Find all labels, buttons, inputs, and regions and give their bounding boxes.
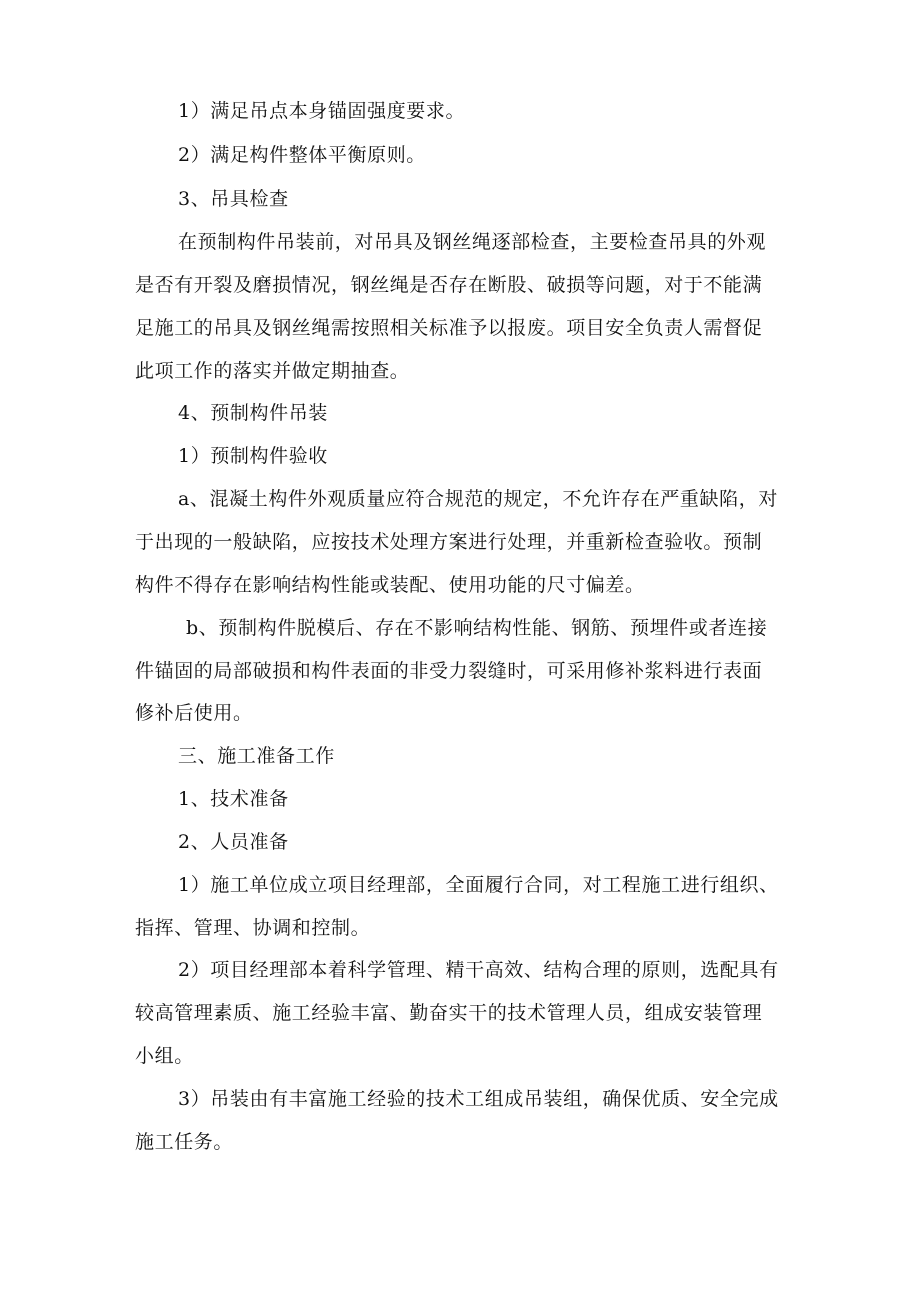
paragraph-line: 在预制构件吊装前，对吊具及钢丝绳逐部检查，主要检查吊具的外观	[178, 231, 767, 253]
paragraph-line: 构件不得存在影响结构性能或装配、使用功能的尺寸偏差。	[135, 574, 645, 596]
paragraph-line: b、预制构件脱模后、存在不影响结构性能、钢筋、预埋件或者连接	[186, 617, 768, 639]
paragraph-line: 2）项目经理部本着科学管理、精干高效、结构合理的原则，选配具有	[178, 959, 779, 981]
heading-personnel-preparation: 2、人员准备	[178, 831, 289, 853]
list-item-1-anchor-strength: 1）满足吊点本身锚固强度要求。	[178, 100, 466, 122]
list-item-2-balance: 2）满足构件整体平衡原则。	[178, 144, 426, 166]
paragraph-line: 件锚固的局部破损和构件表面的非受力裂缝时，可采用修补浆料进行表面	[135, 660, 763, 682]
paragraph-line: 于出现的一般缺陷，应按技术处理方案进行处理，并重新检查验收。预制	[135, 531, 763, 553]
paragraph-line: 1）施工单位成立项目经理部，全面履行合同，对工程施工进行组织、	[178, 874, 779, 896]
paragraph-line: 此项工作的落实并做定期抽查。	[135, 360, 410, 382]
heading-rigging-inspection: 3、吊具检查	[178, 188, 289, 210]
heading-construction-preparation: 三、施工准备工作	[178, 745, 335, 767]
paragraph-line: 是否有开裂及磨损情况，钢丝绳是否存在断股、破损等问题，对于不能满	[135, 274, 763, 296]
paragraph-line: 足施工的吊具及钢丝绳需按照相关标准予以报废。项目安全负责人需督促	[135, 317, 763, 339]
subheading-precast-acceptance: 1）预制构件验收	[178, 445, 328, 467]
paragraph-line: 修补后使用。	[135, 702, 253, 724]
paragraph-line: 指挥、管理、协调和控制。	[135, 917, 371, 939]
heading-technical-preparation: 1、技术准备	[178, 788, 289, 810]
paragraph-line: 小组。	[135, 1045, 194, 1067]
paragraph-line: 较高管理素质、施工经验丰富、勤奋实干的技术管理人员，组成安装管理	[135, 1002, 763, 1024]
heading-precast-hoisting: 4、预制构件吊装	[178, 402, 328, 424]
paragraph-line: 3）吊装由有丰富施工经验的技术工组成吊装组，确保优质、安全完成	[178, 1088, 779, 1110]
paragraph-line: a、混凝土构件外观质量应符合规范的规定，不允许存在严重缺陷，对	[178, 488, 778, 510]
paragraph-line: 施工任务。	[135, 1131, 234, 1153]
